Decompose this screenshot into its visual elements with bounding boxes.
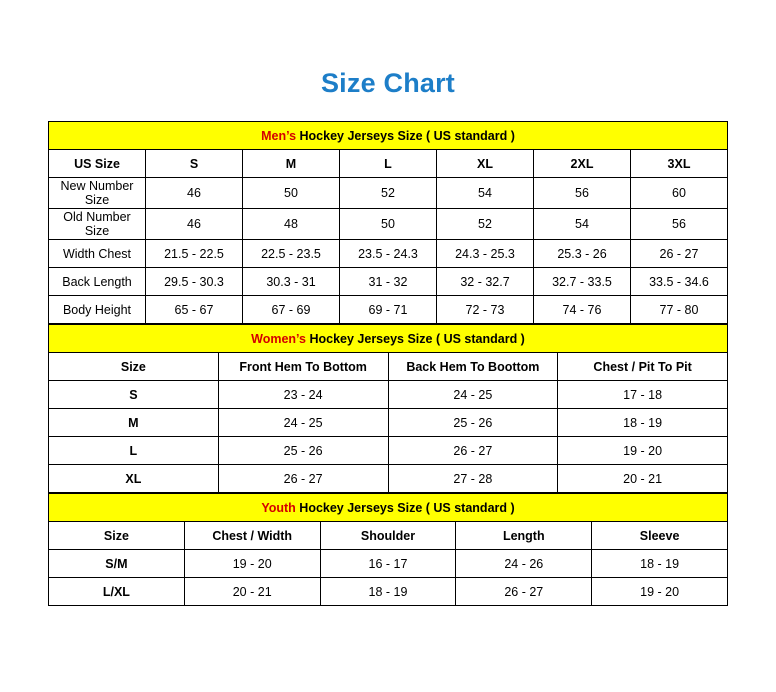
- womens-cell-0-3: 17 - 18: [558, 381, 728, 409]
- mens-col-header-4: XL: [437, 150, 534, 178]
- mens-col-header-2: M: [243, 150, 340, 178]
- womens-row-3-label: XL: [49, 465, 219, 493]
- youth-cell-0-1: 19 - 20: [184, 550, 320, 578]
- mens-section-heading: [49, 122, 728, 150]
- mens-row-3-label: Back Length: [49, 268, 146, 296]
- table-header-row: [49, 522, 728, 550]
- womens-col-header-1: Front Hem To Bottom: [218, 353, 388, 381]
- page-title: Size Chart: [320, 68, 456, 98]
- mens-cell-2-3: 23.5 - 24.3: [340, 240, 437, 268]
- womens-cell-0-2: 24 - 25: [388, 381, 558, 409]
- mens-cell-4-3: 69 - 71: [340, 296, 437, 324]
- youth-cell-1-2: 18 - 19: [320, 578, 456, 606]
- mens-cell-3-2: 30.3 - 31: [243, 268, 340, 296]
- mens-cell-2-4: 24.3 - 25.3: [437, 240, 534, 268]
- mens-cell-4-2: 67 - 69: [243, 296, 340, 324]
- mens-cell-4-6: 77 - 80: [631, 296, 728, 324]
- mens-cell-2-5: 25.3 - 26: [534, 240, 631, 268]
- mens-cell-3-1: 29.5 - 30.3: [146, 268, 243, 296]
- table-row: [49, 178, 728, 209]
- table-row: [49, 465, 728, 493]
- mens-row-0-label: New Number Size: [49, 178, 146, 209]
- mens-cell-1-2: 48: [243, 209, 340, 240]
- womens-cell-2-3: 19 - 20: [558, 437, 728, 465]
- womens-cell-1-3: 18 - 19: [558, 409, 728, 437]
- mens-cell-1-1: 46: [146, 209, 243, 240]
- mens-row-1-label: Old Number Size: [49, 209, 146, 240]
- section-heading-row: [49, 325, 728, 353]
- mens-cell-0-6: 60: [631, 178, 728, 209]
- womens-col-header-3: Chest / Pit To Pit: [558, 353, 728, 381]
- mens-cell-1-5: 54: [534, 209, 631, 240]
- womens-section-heading-accent: Women’s: [251, 331, 306, 346]
- mens-cell-3-3: 31 - 32: [340, 268, 437, 296]
- size-chart-tables: [48, 121, 728, 606]
- table-row: [49, 550, 728, 578]
- mens-cell-0-3: 52: [340, 178, 437, 209]
- mens-cell-0-4: 54: [437, 178, 534, 209]
- womens-size-table: [48, 324, 728, 493]
- youth-row-1-label: L/XL: [49, 578, 185, 606]
- youth-col-header-2: Shoulder: [320, 522, 456, 550]
- table-row: [49, 240, 728, 268]
- womens-row-0-label: S: [49, 381, 219, 409]
- youth-size-table: [48, 493, 728, 606]
- mens-col-header-5: 2XL: [534, 150, 631, 178]
- womens-section-heading-rest: Hockey Jerseys Size ( US standard ): [306, 331, 525, 346]
- womens-cell-3-1: 26 - 27: [218, 465, 388, 493]
- mens-cell-1-4: 52: [437, 209, 534, 240]
- womens-col-header-2: Back Hem To Boottom: [388, 353, 558, 381]
- table-row: [49, 268, 728, 296]
- youth-cell-1-4: 19 - 20: [592, 578, 728, 606]
- youth-col-header-0: Size: [49, 522, 185, 550]
- youth-section-heading-rest: Hockey Jerseys Size ( US standard ): [295, 500, 515, 515]
- womens-cell-3-3: 20 - 21: [558, 465, 728, 493]
- youth-cell-1-1: 20 - 21: [184, 578, 320, 606]
- table-row: [49, 209, 728, 240]
- youth-cell-0-3: 24 - 26: [456, 550, 592, 578]
- table-header-row: [49, 353, 728, 381]
- mens-cell-3-4: 32 - 32.7: [437, 268, 534, 296]
- womens-cell-1-2: 25 - 26: [388, 409, 558, 437]
- table-row: [49, 381, 728, 409]
- womens-row-2-label: L: [49, 437, 219, 465]
- mens-cell-0-1: 46: [146, 178, 243, 209]
- mens-row-4-label: Body Height: [49, 296, 146, 324]
- womens-cell-1-1: 24 - 25: [218, 409, 388, 437]
- womens-row-1-label: M: [49, 409, 219, 437]
- table-header-row: [49, 150, 728, 178]
- mens-row-2-label: Width Chest: [49, 240, 146, 268]
- mens-cell-4-1: 65 - 67: [146, 296, 243, 324]
- youth-cell-1-3: 26 - 27: [456, 578, 592, 606]
- youth-cell-0-4: 18 - 19: [592, 550, 728, 578]
- mens-cell-0-5: 56: [534, 178, 631, 209]
- womens-cell-3-2: 27 - 28: [388, 465, 558, 493]
- mens-col-header-1: S: [146, 150, 243, 178]
- youth-col-header-3: Length: [456, 522, 592, 550]
- youth-cell-0-2: 16 - 17: [320, 550, 456, 578]
- youth-col-header-4: Sleeve: [592, 522, 728, 550]
- mens-cell-4-4: 72 - 73: [437, 296, 534, 324]
- youth-row-0-label: S/M: [49, 550, 185, 578]
- mens-section-heading-rest: Hockey Jerseys Size ( US standard ): [296, 128, 515, 143]
- mens-cell-3-5: 32.7 - 33.5: [534, 268, 631, 296]
- mens-col-header-0: US Size: [49, 150, 146, 178]
- mens-cell-1-3: 50: [340, 209, 437, 240]
- mens-col-header-3: L: [340, 150, 437, 178]
- mens-cell-2-1: 21.5 - 22.5: [146, 240, 243, 268]
- mens-cell-2-6: 26 - 27: [631, 240, 728, 268]
- mens-cell-3-6: 33.5 - 34.6: [631, 268, 728, 296]
- womens-cell-0-1: 23 - 24: [218, 381, 388, 409]
- mens-size-table: [48, 121, 728, 324]
- table-row: [49, 578, 728, 606]
- youth-section-heading-accent: Youth: [261, 500, 296, 515]
- table-row: [49, 437, 728, 465]
- womens-cell-2-1: 25 - 26: [218, 437, 388, 465]
- youth-col-header-1: Chest / Width: [184, 522, 320, 550]
- mens-cell-1-6: 56: [631, 209, 728, 240]
- womens-col-header-0: Size: [49, 353, 219, 381]
- mens-section-heading-accent: Men’s: [261, 128, 297, 143]
- section-heading-row: [49, 122, 728, 150]
- mens-cell-4-5: 74 - 76: [534, 296, 631, 324]
- table-row: [49, 296, 728, 324]
- table-row: [49, 409, 728, 437]
- womens-cell-2-2: 26 - 27: [388, 437, 558, 465]
- mens-col-header-6: 3XL: [631, 150, 728, 178]
- section-heading-row: [49, 494, 728, 522]
- youth-section-heading: [49, 494, 728, 522]
- mens-cell-0-2: 50: [243, 178, 340, 209]
- womens-section-heading: [49, 325, 728, 353]
- mens-cell-2-2: 22.5 - 23.5: [243, 240, 340, 268]
